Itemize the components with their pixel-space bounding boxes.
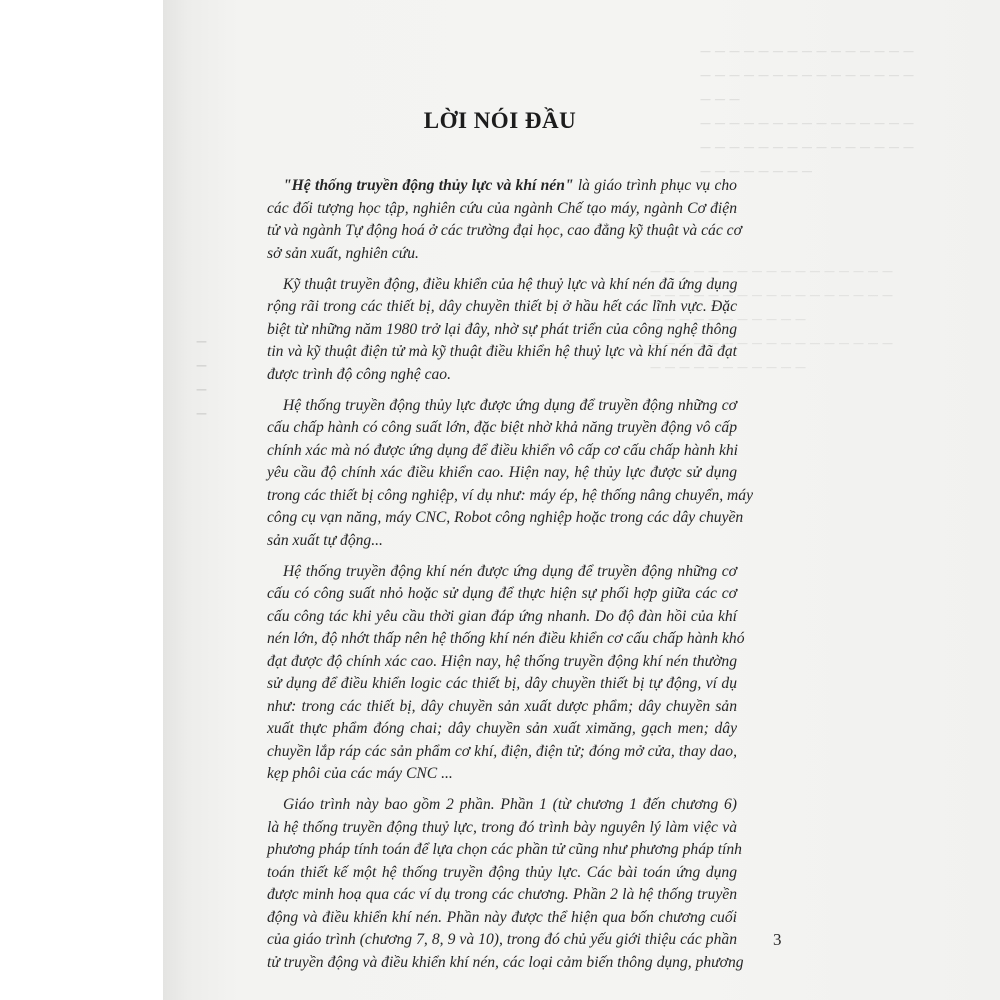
- text-line: cấu công tác khi yêu cầu thời gian đáp ứng nhanh. Do độ đàn hồi của khí: [267, 607, 737, 625]
- text-line: công cụ vạn năng, máy CNC, Robot công nghiệp hoặc trong các dây chuyền: [267, 509, 744, 526]
- text-line: đạt được độ chính xác cao. Hiện nay, hệ thống truyền động khí nén thường: [267, 652, 737, 670]
- text-line: trong các thiết bị công nghiệp, ví dụ như: máy ép, hệ thống nâng chuyển, máy: [267, 486, 754, 504]
- text-line: cấu chấp hành có công suất lớn, đặc biệt nhờ khả năng truyền động vô cấp: [267, 419, 737, 436]
- text-line: biệt từ những năm 1980 trở lại đây, nhờ sự phát triển của công nghệ thông: [267, 320, 737, 338]
- text-line: "Hệ thống truyền động thủy lực và khí nén" là giáo trình phục vụ cho: [283, 177, 737, 194]
- text-line: của giáo trình (chương 7, 8, 9 và 10), trong đó chủ yếu giới thiệu các phần: [267, 931, 737, 948]
- text-line: rộng rãi trong các thiết bị, dây chuyền thiết bị ở hầu hết các lĩnh vực. Đặc: [267, 298, 737, 315]
- paragraph: [267, 561, 745, 786]
- page-title: LỜI NÓI ĐẦU: [423, 108, 577, 133]
- bleed-through-text: — — — — — — — — — — — — — — — — — — — — — — — — — — — — — — — — — — — — — — — — — — — — — — — — — — — — — — — — — — — — — — — — — — — — — — —: [700, 45, 914, 178]
- text-line: được minh hoạ qua các ví dụ trong các chương. Phần 2 là hệ thống truyền: [267, 886, 737, 903]
- text-line: cấu có công suất nhỏ hoặc sử dụng để thực hiện sự phối hợp giữa các cơ: [267, 585, 737, 602]
- paragraph: [267, 175, 742, 265]
- text-line: là hệ thống truyền động thuỷ lực, trong đó trình bày nguyên lý làm việc và: [267, 818, 737, 836]
- page-number: 3: [773, 930, 782, 949]
- paragraph: [267, 794, 744, 974]
- book-title-emphasis: "Hệ thống truyền động thủy lực và khí nén": [283, 177, 574, 194]
- text-line: sản xuất tự động...: [267, 531, 383, 549]
- text-line: như: trong các thiết bị, dây chuyền sản xuất dược phẩm; dây chuyền sản: [267, 697, 737, 715]
- body-text: [267, 175, 754, 983]
- text-line: tin và kỹ thuật điện tử mà kỹ thuật điều khiển hệ thuỷ lực và khí nén đã đạt: [267, 343, 737, 360]
- paragraph: [267, 395, 754, 553]
- paragraph: [267, 274, 737, 387]
- text-line: kẹp phôi của các máy CNC ...: [267, 765, 453, 782]
- text-line: tử và ngành Tự động hoá ở các trường đại học, cao đẳng kỹ thuật và các cơ: [267, 222, 742, 239]
- text-line: các đối tượng học tập, nghiên cứu của ngành Chế tạo máy, ngành Cơ điện: [267, 199, 737, 217]
- text-line: nén lớn, độ nhớt thấp nên hệ thống khí nén điều khiển cơ cấu chấp hành khó: [267, 630, 745, 647]
- bleed-through-text: — — — — — — — — — — — — — — — — — — — — — — — — — — — — — — — — — — — — — — — — — — — — — — — — — — — — — — — — — — — — — — — — — — — — — — — — —: [650, 265, 893, 374]
- text-line: tử truyền động và điều khiển khí nén, các loại cảm biến thông dụng, phương: [267, 953, 744, 971]
- text-line: phương pháp tính toán để lựa chọn các phần tử cũng như phương pháp tính: [267, 841, 742, 858]
- text-line: Kỹ thuật truyền động, điều khiển của hệ thuỷ lực và khí nén đã ứng dụng: [283, 275, 738, 293]
- text-line: Hệ thống truyền động khí nén được ứng dụng để truyền động những cơ: [283, 562, 737, 580]
- text-line: toán thiết kế một hệ thống truyền động thủy lực. Các bài toán ứng dụng: [267, 863, 737, 881]
- text-line: Hệ thống truyền động thủy lực được ứng dụng để truyền động những cơ: [283, 396, 737, 414]
- text-line: sử dụng để điều khiển logic các thiết bị, dây chuyền thiết bị tự động, ví dụ: [267, 675, 737, 692]
- text-line: yêu cầu độ chính xác điều khiển cao. Hiện nay, hệ thủy lực được sử dụng: [267, 464, 737, 481]
- text-line: được trình độ công nghệ cao.: [267, 365, 451, 383]
- text-line: chính xác mà nó được ứng dụng để điều khiển vô cấp cơ cấu chấp hành khi: [267, 441, 739, 459]
- text-line: chuyền lắp ráp các sản phẩm cơ khí, điện, điện tử; đóng mở cửa, thay dao,: [267, 742, 737, 760]
- text-line: Giáo trình này bao gồm 2 phần. Phần 1 (từ chương 1 đến chương 6): [283, 796, 737, 813]
- text-line: động và điều khiển khí nén. Phần này được thể hiện qua bốn chương cuối: [267, 908, 737, 926]
- text-line: sở sản xuất, nghiên cứu.: [267, 244, 419, 262]
- text-line: xuất thực phẩm đóng chai; dây chuyền sản xuất ximăng, gạch men; dây: [267, 720, 737, 737]
- bleed-through-text: — — — —: [196, 335, 207, 420]
